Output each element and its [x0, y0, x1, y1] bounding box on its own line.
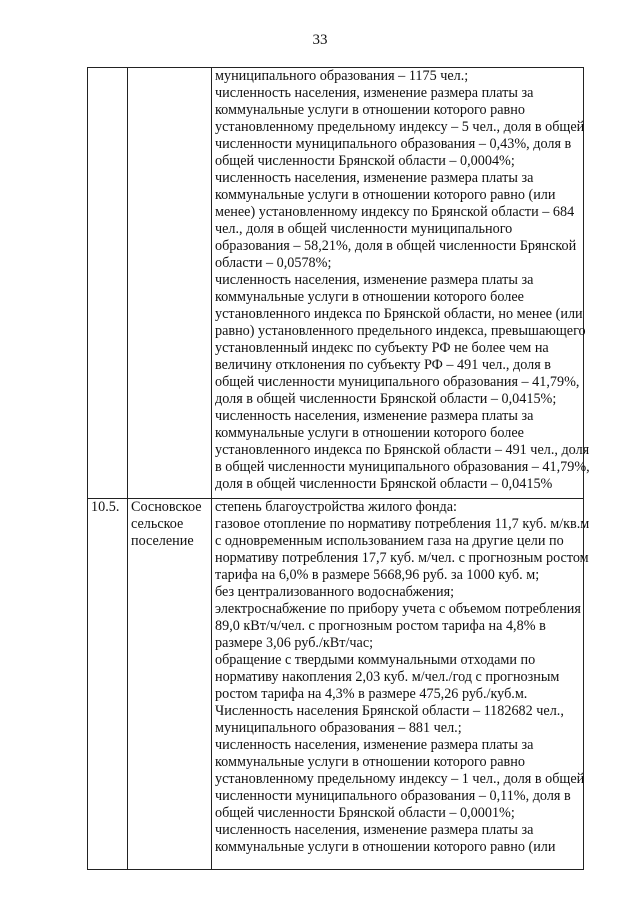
text-line: величину отклонения по субъекту РФ – 491 чел., доля в: [215, 357, 551, 373]
page-number: 33: [312, 32, 328, 48]
text-line: коммунальные услуги в отношении которого более: [215, 289, 524, 305]
table-row: [88, 499, 584, 870]
text-line: тарифа на 6,0% в размере 5668,96 руб. за 1000 куб. м;: [215, 567, 540, 583]
text-line: муниципального образования – 1175 чел.;: [215, 68, 469, 84]
table-row: [88, 68, 584, 499]
text-line: численность населения, изменение размера платы за: [215, 408, 534, 424]
text-line: численности муниципального образования – 0,11%, доля в: [215, 788, 571, 804]
text-line: доля в общей численности Брянской области – 0,0415%: [215, 476, 553, 492]
text-line: численность населения, изменение размера платы за: [215, 85, 534, 101]
description-cell: [212, 68, 590, 499]
row-number-cell: 10.5.: [88, 499, 128, 870]
text-line: сельское: [131, 516, 184, 532]
text-line: численность населения, изменение размера платы за: [215, 737, 534, 753]
text-line: с одновременным использованием газа на другие цели по: [215, 533, 564, 549]
text-line: газовое отопление по нормативу потребления 11,7 куб. м/кв.м: [215, 516, 590, 532]
text-line: доля в общей численности Брянской области – 0,0415%;: [215, 391, 557, 407]
text-line: области – 0,0578%;: [215, 255, 332, 271]
text-line: численность населения, изменение размера платы за: [215, 170, 534, 186]
text-line: в общей численности муниципального образования – 41,79%,: [215, 459, 590, 475]
text-line: коммунальные услуги в отношении которого равно (или: [215, 187, 556, 203]
text-line: поселение: [131, 533, 194, 549]
text-line: менее) установленному индексу по Брянской области – 684: [215, 204, 575, 220]
text-line: степень благоустройства жилого фонда:: [215, 499, 457, 515]
text-line: установленному предельному индексу – 5 чел., доля в общей: [215, 119, 585, 135]
municipality-cell: [128, 499, 212, 870]
description-cell: [212, 499, 590, 870]
text-line: равно) установленного предельного индекса, превышающего: [215, 323, 586, 339]
text-line: нормативу потребления 17,7 куб. м/чел. с прогнозным ростом: [215, 550, 589, 566]
text-line: коммунальные услуги в отношении которого равно (или: [215, 839, 556, 855]
text-line: коммунальные услуги в отношении которого равно: [215, 754, 525, 770]
text-line: установленному предельному индексу – 1 чел., доля в общей: [215, 771, 585, 787]
document-table: [87, 67, 590, 870]
text-line: общей численности муниципального образования – 41,79%,: [215, 374, 580, 390]
text-line: Сосновское: [131, 499, 202, 515]
text-line: общей численности Брянской области – 0,0001%;: [215, 805, 515, 821]
municipality-cell: [128, 68, 212, 499]
text-line: установленного индекса по Брянской области, но менее (или: [215, 306, 583, 322]
text-line: электроснабжение по прибору учета с объемом потребления: [215, 601, 581, 617]
text-line: коммунальные услуги в отношении которого более: [215, 425, 524, 441]
text-line: общей численности Брянской области – 0,0004%;: [215, 153, 515, 169]
text-line: муниципального образования – 881 чел.;: [215, 720, 462, 736]
text-line: численность населения, изменение размера платы за: [215, 822, 534, 838]
text-line: без централизованного водоснабжения;: [215, 584, 455, 600]
text-line: образования – 58,21%, доля в общей численности Брянской: [215, 238, 577, 254]
text-line: установленный индекс по субъекту РФ не более чем на: [215, 340, 549, 356]
text-line: Численность населения Брянской области – 1182682 чел.,: [215, 703, 564, 719]
text-line: коммунальные услуги в отношении которого равно: [215, 102, 525, 118]
text-line: численности муниципального образования – 0,43%, доля в: [215, 136, 572, 152]
text-line: нормативу накопления 2,03 куб. м/чел./год с прогнозным: [215, 669, 560, 685]
text-line: установленного индекса по Брянской области – 491 чел., доля: [215, 442, 590, 458]
text-line: чел., доля в общей численности муниципального: [215, 221, 513, 237]
text-line: 89,0 кВт/ч/чел. с прогнозным ростом тарифа на 4,8% в: [215, 618, 546, 634]
text-line: ростом тарифа на 4,3% в размере 475,26 руб./куб.м.: [215, 686, 528, 702]
row-number-cell: [88, 68, 128, 499]
text-line: обращение с твердыми коммунальными отходами по: [215, 652, 536, 668]
text-line: размере 3,06 руб./кВт/час;: [215, 635, 374, 651]
text-line: численность населения, изменение размера платы за: [215, 272, 534, 288]
